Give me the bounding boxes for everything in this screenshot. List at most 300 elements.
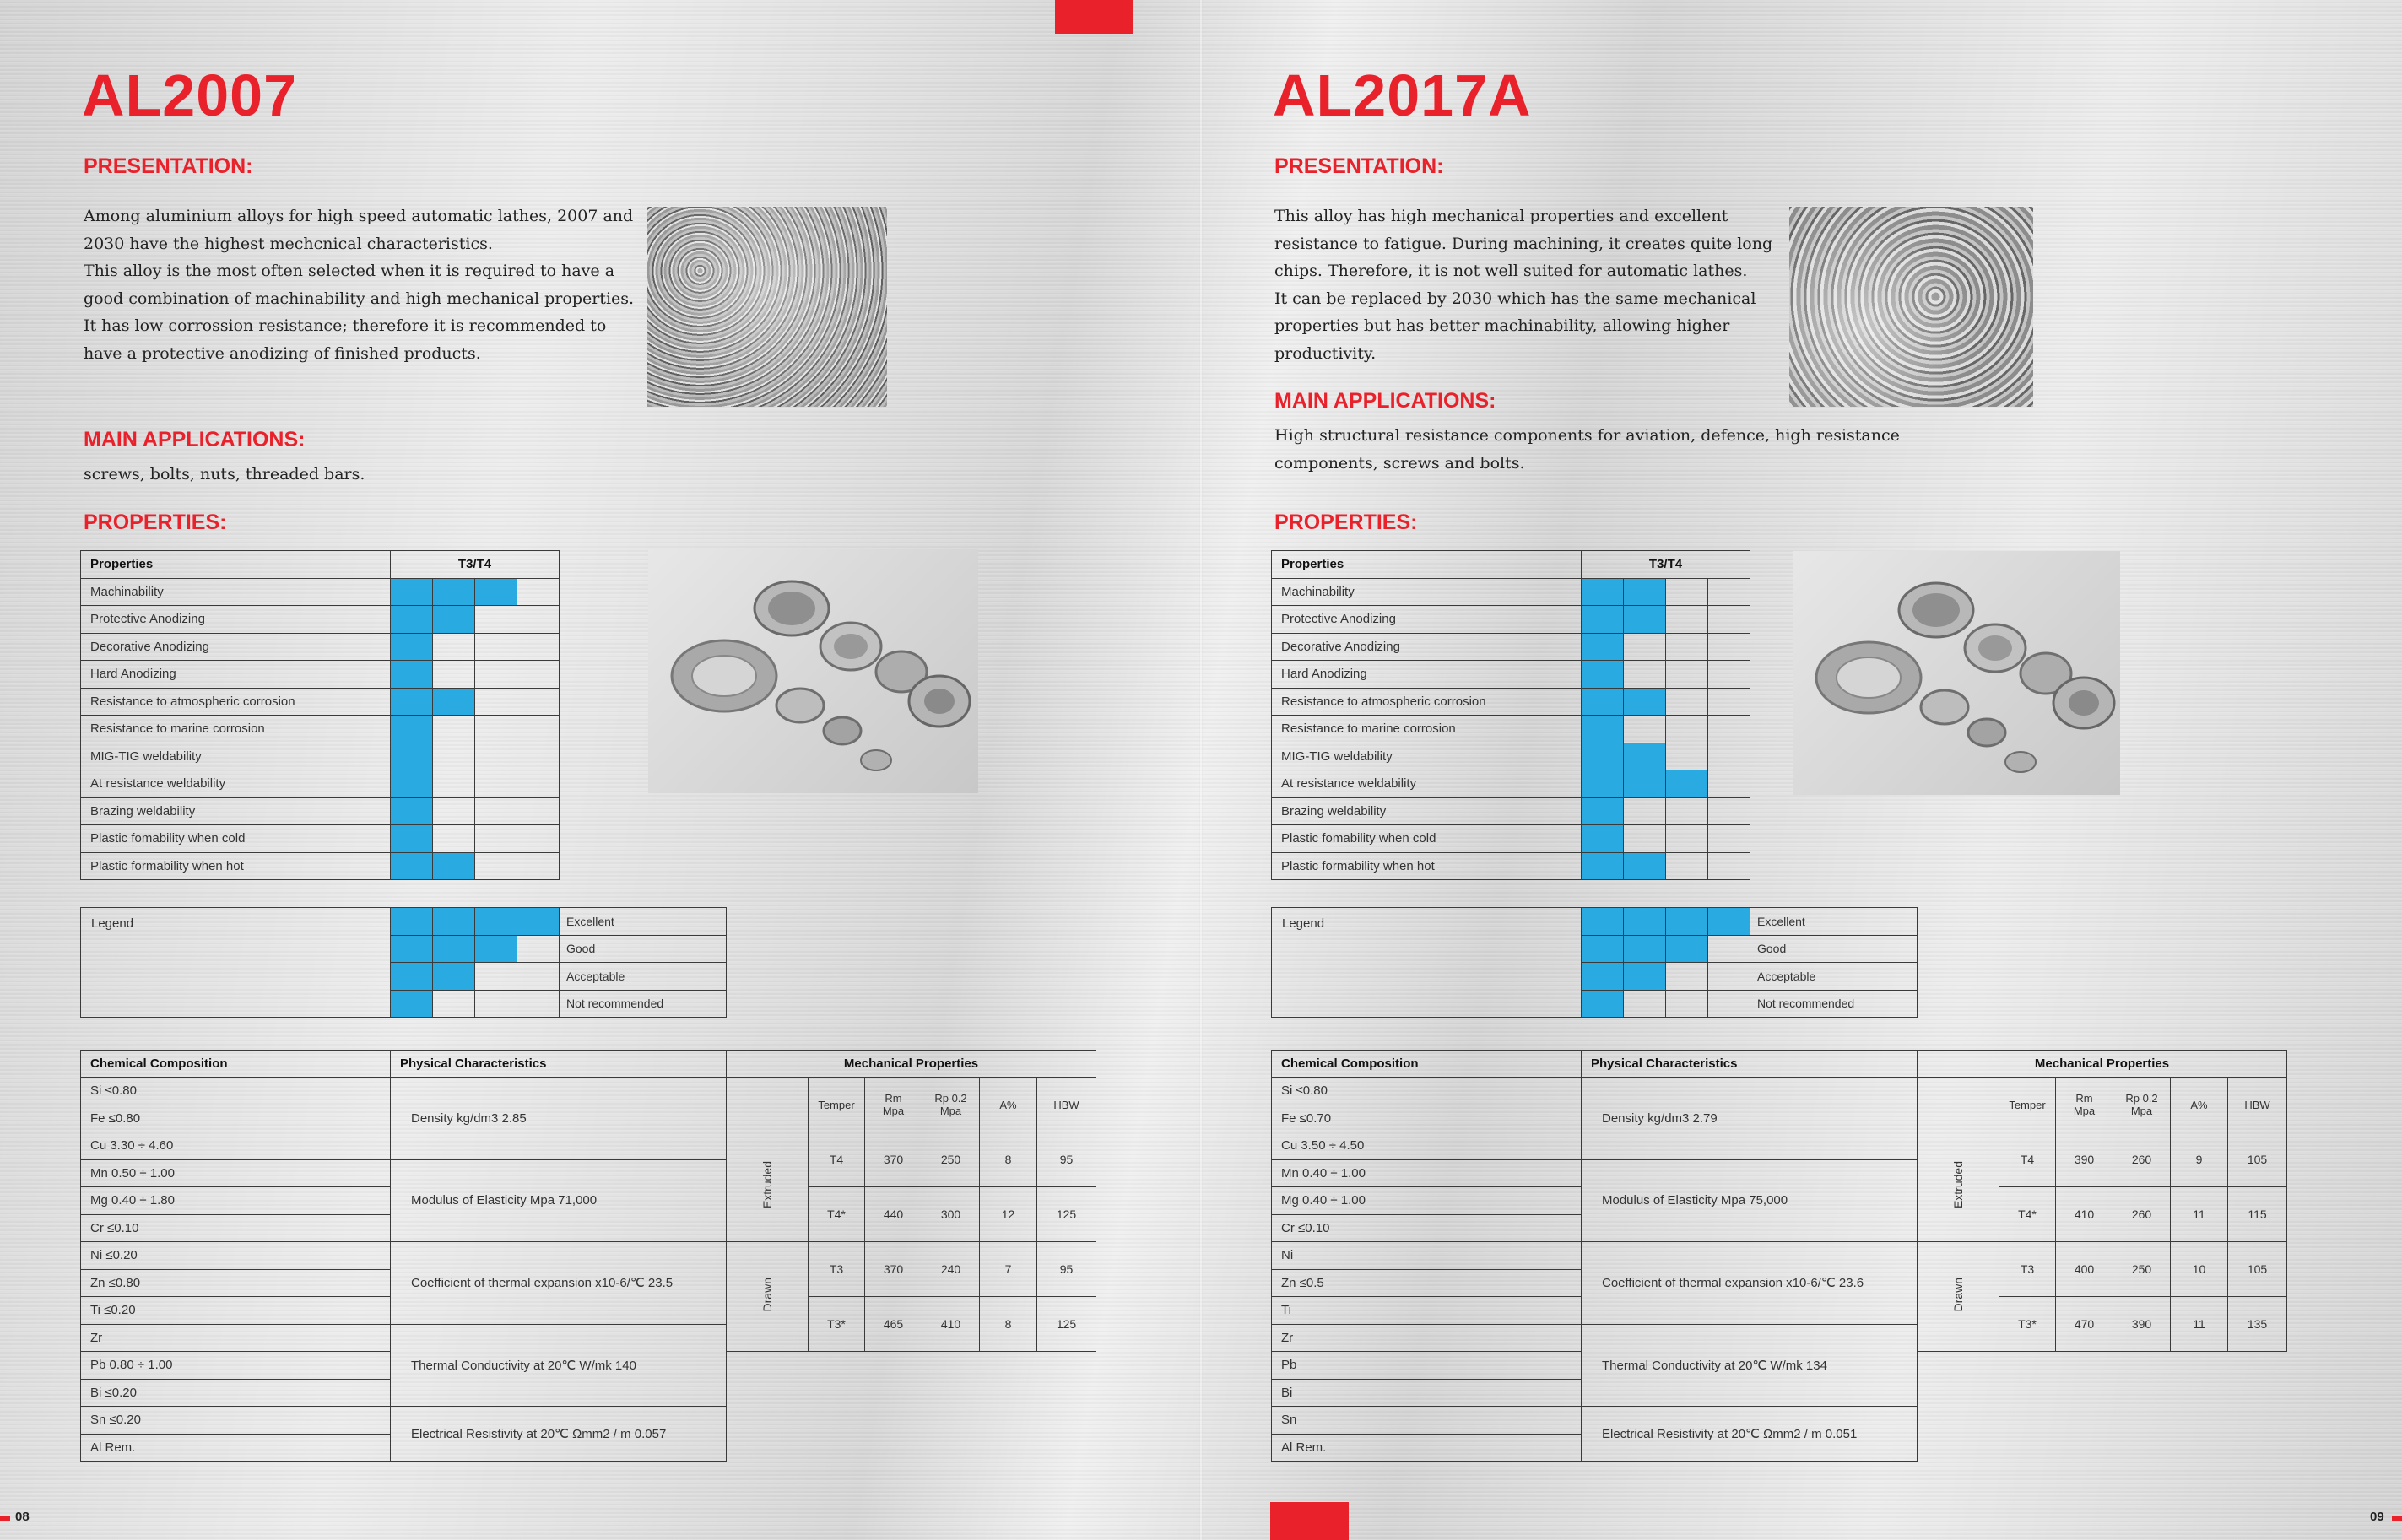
phys-cell: Density kg/dm3 2.85 bbox=[391, 1078, 727, 1160]
properties-table bbox=[80, 550, 560, 880]
legend-title: Legend bbox=[1272, 908, 1582, 1018]
presentation-heading: PRESENTATION: bbox=[84, 154, 253, 178]
red-mark-right bbox=[2392, 1516, 2402, 1521]
rating-cell-empty bbox=[433, 797, 475, 825]
applications-heading: MAIN APPLICATIONS: bbox=[1274, 389, 1496, 413]
mech-value-cell: 95 bbox=[1037, 1132, 1096, 1187]
rating-cell-empty bbox=[1708, 743, 1750, 770]
property-row bbox=[81, 661, 560, 689]
property-row bbox=[1272, 770, 1750, 798]
property-name: Decorative Anodizing bbox=[1272, 633, 1582, 661]
chem-cell: Zr bbox=[81, 1324, 391, 1352]
rating-cell-empty bbox=[517, 716, 560, 743]
property-row bbox=[81, 606, 560, 634]
rating-cell-empty bbox=[517, 797, 560, 825]
temper-cell: T4 bbox=[1999, 1132, 2056, 1187]
rating-cell-filled bbox=[1624, 578, 1666, 606]
group-extruded bbox=[727, 1132, 809, 1242]
properties-rows bbox=[1272, 578, 1750, 880]
applications-heading: MAIN APPLICATIONS: bbox=[84, 428, 306, 451]
legend-cell-filled bbox=[517, 908, 560, 936]
property-name: At resistance weldability bbox=[1272, 770, 1582, 798]
phys-cell: Density kg/dm3 2.79 bbox=[1582, 1078, 1918, 1160]
property-row bbox=[1272, 633, 1750, 661]
rating-cell-empty bbox=[433, 716, 475, 743]
rating-cell-filled bbox=[391, 661, 433, 689]
rating-cell-empty bbox=[1708, 716, 1750, 743]
legend-cell-filled bbox=[391, 908, 433, 936]
legend-cell-filled bbox=[475, 908, 517, 936]
group-label: Drawn bbox=[760, 1278, 774, 1312]
mech-value-cell: 135 bbox=[2228, 1297, 2287, 1352]
rating-cell-empty bbox=[1666, 606, 1708, 634]
temper-cell: T3* bbox=[809, 1297, 865, 1352]
legend-label: Not recommended bbox=[560, 990, 727, 1018]
legend-cell-empty bbox=[1666, 963, 1708, 991]
property-row bbox=[81, 770, 560, 798]
mech-col-header: Rp 0.2 Mpa bbox=[2113, 1078, 2171, 1132]
legend-label: Not recommended bbox=[1750, 990, 1918, 1018]
mech-header: Mechanical Properties bbox=[1918, 1051, 2287, 1078]
mech-value-cell: 250 bbox=[922, 1132, 980, 1187]
property-name: MIG-TIG weldability bbox=[1272, 743, 1582, 770]
chem-cell: Mg 0.40 ÷ 1.00 bbox=[1272, 1187, 1582, 1215]
chem-cell: Cu 3.50 ÷ 4.50 bbox=[1272, 1132, 1582, 1160]
rating-cell-filled bbox=[1582, 661, 1624, 689]
rating-cell-empty bbox=[1708, 852, 1750, 880]
rating-cell-empty bbox=[433, 743, 475, 770]
mech-value-cell: 370 bbox=[865, 1242, 922, 1297]
rating-cell-empty bbox=[1624, 825, 1666, 853]
legend-cell-empty bbox=[1624, 990, 1666, 1018]
chem-cell: Mn 0.40 ÷ 1.00 bbox=[1272, 1159, 1582, 1187]
mech-col-header: Rm Mpa bbox=[865, 1078, 922, 1132]
property-name: Decorative Anodizing bbox=[81, 633, 391, 661]
chem-cell: Cr ≤0.10 bbox=[81, 1214, 391, 1242]
properties-heading: PROPERTIES: bbox=[1274, 511, 1418, 534]
rating-cell-filled bbox=[1582, 688, 1624, 716]
page-number-left: 08 bbox=[15, 1510, 30, 1524]
mech-col-header: Rm Mpa bbox=[2056, 1078, 2113, 1132]
property-name: Plastic formability when hot bbox=[81, 852, 391, 880]
temper-cell: T4 bbox=[809, 1132, 865, 1187]
rating-cell-empty bbox=[1666, 852, 1708, 880]
mech-value-cell: 465 bbox=[865, 1297, 922, 1352]
mech-value-cell: 250 bbox=[2113, 1242, 2171, 1297]
rating-cell-empty bbox=[1666, 797, 1708, 825]
rating-cell-filled bbox=[1624, 606, 1666, 634]
chem-cell: Pb bbox=[1272, 1352, 1582, 1380]
rating-cell-empty bbox=[517, 633, 560, 661]
chem-cell: Si ≤0.80 bbox=[81, 1078, 391, 1105]
chem-cell: Fe ≤0.70 bbox=[1272, 1105, 1582, 1132]
rating-cell-filled bbox=[1582, 852, 1624, 880]
mech-value-cell: 240 bbox=[922, 1242, 980, 1297]
mech-value-cell: 370 bbox=[865, 1132, 922, 1187]
rating-cell-filled bbox=[1582, 716, 1624, 743]
mech-value-cell: 300 bbox=[922, 1187, 980, 1242]
legend-cell-empty bbox=[475, 963, 517, 991]
fittings-photo bbox=[1793, 551, 2120, 795]
phys-cell: Coefficient of thermal expansion x10-6/℃ 23.6 bbox=[1582, 1242, 1918, 1325]
page-fold bbox=[1199, 0, 1203, 1540]
property-name: Machinability bbox=[1272, 578, 1582, 606]
legend-cell-filled bbox=[391, 963, 433, 991]
property-row bbox=[81, 633, 560, 661]
aluminium-chips-photo bbox=[647, 207, 887, 407]
mech-value-cell: 8 bbox=[980, 1132, 1037, 1187]
property-row bbox=[81, 743, 560, 770]
mech-value-cell: 470 bbox=[2056, 1297, 2113, 1352]
legend-cell-empty bbox=[1666, 990, 1708, 1018]
rating-cell-empty bbox=[1666, 578, 1708, 606]
group-drawn bbox=[727, 1242, 809, 1352]
rating-cell-empty bbox=[475, 688, 517, 716]
rating-cell-filled bbox=[391, 716, 433, 743]
composition-row bbox=[1272, 1078, 2287, 1105]
rating-cell-filled bbox=[391, 825, 433, 853]
property-name: Hard Anodizing bbox=[81, 661, 391, 689]
group-drawn bbox=[1918, 1242, 1999, 1352]
mech-value-cell: 11 bbox=[2171, 1297, 2228, 1352]
mech-value-cell: 10 bbox=[2171, 1242, 2228, 1297]
property-row bbox=[1272, 825, 1750, 853]
temper-cell: T3 bbox=[809, 1242, 865, 1297]
legend-cell-filled bbox=[1666, 908, 1708, 936]
rating-cell-filled bbox=[1582, 743, 1624, 770]
rating-cell-filled bbox=[1666, 770, 1708, 798]
mech-value-cell: 410 bbox=[2056, 1187, 2113, 1242]
legend-cell-filled bbox=[1582, 990, 1624, 1018]
rating-cell-empty bbox=[1708, 825, 1750, 853]
legend-cell-empty bbox=[517, 963, 560, 991]
rating-cell-empty bbox=[475, 770, 517, 798]
legend-row bbox=[81, 908, 727, 936]
rating-cell-empty bbox=[517, 661, 560, 689]
mech-blank-area bbox=[727, 1352, 1096, 1462]
mech-value-cell: 7 bbox=[980, 1242, 1037, 1297]
rating-cell-filled bbox=[433, 606, 475, 634]
mech-value-cell: 11 bbox=[2171, 1187, 2228, 1242]
rating-cell-empty bbox=[1666, 661, 1708, 689]
properties-rows bbox=[81, 578, 560, 880]
rating-cell-empty bbox=[475, 743, 517, 770]
rating-cell-empty bbox=[1666, 716, 1708, 743]
legend-table bbox=[1271, 907, 1918, 1018]
composition-row bbox=[1272, 1051, 2287, 1078]
rating-cell-empty bbox=[433, 633, 475, 661]
rating-cell-filled bbox=[1582, 633, 1624, 661]
chem-header: Chemical Composition bbox=[81, 1051, 391, 1078]
group-extruded bbox=[1918, 1132, 1999, 1242]
phys-cell: Coefficient of thermal expansion x10-6/℃ 23.5 bbox=[391, 1242, 727, 1325]
chem-cell: Zn ≤0.80 bbox=[81, 1269, 391, 1297]
presentation-heading: PRESENTATION: bbox=[1274, 154, 1444, 178]
property-name: Plastic formability when hot bbox=[1272, 852, 1582, 880]
property-name: Machinability bbox=[81, 578, 391, 606]
mech-value-cell: 260 bbox=[2113, 1132, 2171, 1187]
mech-spacer-cell bbox=[1918, 1078, 1999, 1132]
mech-value-cell: 390 bbox=[2113, 1297, 2171, 1352]
mech-col-header: Rp 0.2 Mpa bbox=[922, 1078, 980, 1132]
temper-cell: T3* bbox=[1999, 1297, 2056, 1352]
rating-cell-filled bbox=[391, 743, 433, 770]
mech-blank-area bbox=[1918, 1352, 2287, 1462]
rating-cell-filled bbox=[391, 852, 433, 880]
mech-value-cell: 9 bbox=[2171, 1132, 2228, 1187]
presentation-text: Among aluminium alloys for high speed automatic lathes, 2007 and 2030 have the highest mechcnical characteristics. This alloy is the most often selected when it is required to have a good combination of machinability and high mechanical properties. It has low corrossion resistance; therefore it is recommended to have a protective anodizing of finished products. bbox=[84, 207, 635, 363]
property-row bbox=[1272, 606, 1750, 634]
legend-cell-filled bbox=[433, 935, 475, 963]
legend-cell-empty bbox=[433, 990, 475, 1018]
rating-cell-empty bbox=[475, 797, 517, 825]
group-label: Drawn bbox=[1951, 1278, 1965, 1312]
rating-cell-empty bbox=[517, 688, 560, 716]
mech-value-cell: 390 bbox=[2056, 1132, 2113, 1187]
composition-row bbox=[81, 1242, 1096, 1270]
rating-cell-filled bbox=[391, 633, 433, 661]
mech-col-header: A% bbox=[2171, 1078, 2228, 1132]
chem-cell: Sn bbox=[1272, 1407, 1582, 1435]
phys-cell: Electrical Resistivity at 20℃ Ωmm2 / m 0.051 bbox=[1582, 1407, 1918, 1462]
legend-table bbox=[80, 907, 727, 1018]
property-row bbox=[1272, 578, 1750, 606]
mech-value-cell: 8 bbox=[980, 1297, 1037, 1352]
mech-spacer-cell bbox=[727, 1078, 809, 1132]
phys-cell: Modulus of Elasticity Mpa 75,000 bbox=[1582, 1159, 1918, 1242]
legend-label: Excellent bbox=[560, 908, 727, 936]
chem-cell: Cr ≤0.10 bbox=[1272, 1214, 1582, 1242]
props-col-label: Properties bbox=[81, 551, 391, 579]
legend-cell-filled bbox=[433, 908, 475, 936]
temper-cell: T4* bbox=[809, 1187, 865, 1242]
legend-cell-filled bbox=[1582, 963, 1624, 991]
rating-cell-empty bbox=[1666, 633, 1708, 661]
legend-title: Legend bbox=[81, 908, 391, 1018]
legend-cell-filled bbox=[1666, 935, 1708, 963]
rating-cell-filled bbox=[1624, 688, 1666, 716]
rating-cell-filled bbox=[1624, 743, 1666, 770]
rating-cell-empty bbox=[1708, 770, 1750, 798]
mech-header: Mechanical Properties bbox=[727, 1051, 1096, 1078]
rating-cell-empty bbox=[1666, 743, 1708, 770]
rating-cell-empty bbox=[1624, 633, 1666, 661]
composition-table bbox=[80, 1050, 1096, 1462]
legend-label: Excellent bbox=[1750, 908, 1918, 936]
phys-cell: Thermal Conductivity at 20℃ W/mk 140 bbox=[391, 1324, 727, 1407]
rating-cell-empty bbox=[1708, 797, 1750, 825]
property-row bbox=[81, 825, 560, 853]
properties-heading: PROPERTIES: bbox=[84, 511, 227, 534]
rating-cell-empty bbox=[1624, 661, 1666, 689]
rating-cell-empty bbox=[1624, 716, 1666, 743]
rating-cell-empty bbox=[517, 852, 560, 880]
fittings-illustration bbox=[648, 549, 978, 793]
chem-cell: Al Rem. bbox=[1272, 1434, 1582, 1462]
rating-cell-empty bbox=[475, 661, 517, 689]
property-name: Resistance to atmospheric corrosion bbox=[1272, 688, 1582, 716]
property-row bbox=[81, 716, 560, 743]
chem-cell: Zr bbox=[1272, 1324, 1582, 1352]
phys-header: Physical Characteristics bbox=[391, 1051, 727, 1078]
legend-label: Acceptable bbox=[560, 963, 727, 991]
legend-cell-filled bbox=[1624, 908, 1666, 936]
legend-cell-empty bbox=[1708, 990, 1750, 1018]
property-name: Protective Anodizing bbox=[1272, 606, 1582, 634]
chem-cell: Si ≤0.80 bbox=[1272, 1078, 1582, 1105]
legend-cell-empty bbox=[1708, 963, 1750, 991]
mech-col-header: Temper bbox=[1999, 1078, 2056, 1132]
chem-cell: Ti bbox=[1272, 1297, 1582, 1325]
page-title: AL2007 bbox=[82, 62, 298, 128]
rating-cell-filled bbox=[391, 770, 433, 798]
mech-value-cell: 440 bbox=[865, 1187, 922, 1242]
mech-value-cell: 105 bbox=[2228, 1132, 2287, 1187]
composition-row bbox=[81, 1051, 1096, 1078]
legend-cell-filled bbox=[1624, 935, 1666, 963]
rating-cell-filled bbox=[1582, 606, 1624, 634]
rating-cell-filled bbox=[1582, 578, 1624, 606]
rating-cell-filled bbox=[433, 578, 475, 606]
legend-label: Good bbox=[1750, 935, 1918, 963]
fittings-photo bbox=[648, 549, 978, 793]
legend-cell-filled bbox=[391, 935, 433, 963]
chem-cell: Zn ≤0.5 bbox=[1272, 1269, 1582, 1297]
rating-cell-filled bbox=[433, 852, 475, 880]
chem-cell: Ti ≤0.20 bbox=[81, 1297, 391, 1325]
properties-table bbox=[1271, 550, 1750, 880]
chem-cell: Al Rem. bbox=[81, 1434, 391, 1462]
props-col-label: Properties bbox=[1272, 551, 1582, 579]
rating-cell-empty bbox=[1624, 797, 1666, 825]
rating-cell-empty bbox=[1708, 633, 1750, 661]
chem-cell: Mg 0.40 ÷ 1.80 bbox=[81, 1187, 391, 1215]
property-name: MIG-TIG weldability bbox=[81, 743, 391, 770]
property-name: Resistance to atmospheric corrosion bbox=[81, 688, 391, 716]
rating-cell-filled bbox=[391, 606, 433, 634]
property-row bbox=[81, 797, 560, 825]
rating-cell-empty bbox=[517, 606, 560, 634]
mech-value-cell: 410 bbox=[922, 1297, 980, 1352]
chem-cell: Ni bbox=[1272, 1242, 1582, 1270]
rating-cell-empty bbox=[475, 633, 517, 661]
mech-col-header: HBW bbox=[2228, 1078, 2287, 1132]
rating-cell-filled bbox=[1582, 797, 1624, 825]
phys-header: Physical Characteristics bbox=[1582, 1051, 1918, 1078]
applications-text: High structural resistance components for aviation, defence, high resistance components, screws and bolts. bbox=[1274, 426, 1900, 473]
property-row bbox=[1272, 743, 1750, 770]
rating-cell-empty bbox=[433, 661, 475, 689]
temper-cell: T3 bbox=[1999, 1242, 2056, 1297]
mech-value-cell: 115 bbox=[2228, 1187, 2287, 1242]
rating-cell-empty bbox=[1666, 825, 1708, 853]
legend-cell-empty bbox=[517, 990, 560, 1018]
mech-value-cell: 400 bbox=[2056, 1242, 2113, 1297]
property-name: Resistance to marine corrosion bbox=[81, 716, 391, 743]
property-name: Plastic fomability when cold bbox=[1272, 825, 1582, 853]
rating-cell-filled bbox=[391, 688, 433, 716]
chem-cell: Sn ≤0.20 bbox=[81, 1407, 391, 1435]
page-title: AL2017A bbox=[1273, 62, 1532, 128]
rating-cell-empty bbox=[433, 825, 475, 853]
property-name: At resistance weldability bbox=[81, 770, 391, 798]
property-row bbox=[1272, 852, 1750, 880]
props-col-temper: T3/T4 bbox=[391, 551, 560, 579]
rating-cell-empty bbox=[1708, 578, 1750, 606]
mech-value-cell: 12 bbox=[980, 1187, 1037, 1242]
chem-header: Chemical Composition bbox=[1272, 1051, 1582, 1078]
legend-cell-empty bbox=[517, 935, 560, 963]
property-row bbox=[1272, 688, 1750, 716]
rating-cell-filled bbox=[1624, 770, 1666, 798]
legend-cell-filled bbox=[391, 990, 433, 1018]
phys-cell: Modulus of Elasticity Mpa 71,000 bbox=[391, 1159, 727, 1242]
property-name: Brazing weldability bbox=[81, 797, 391, 825]
rating-cell-empty bbox=[1666, 688, 1708, 716]
property-name: Hard Anodizing bbox=[1272, 661, 1582, 689]
rating-cell-filled bbox=[391, 797, 433, 825]
legend-cell-filled bbox=[1708, 908, 1750, 936]
rating-cell-empty bbox=[1708, 606, 1750, 634]
chem-cell: Fe ≤0.80 bbox=[81, 1105, 391, 1132]
rating-cell-empty bbox=[475, 716, 517, 743]
chem-cell: Cu 3.30 ÷ 4.60 bbox=[81, 1132, 391, 1160]
rating-cell-filled bbox=[1582, 770, 1624, 798]
temper-cell: T4* bbox=[1999, 1187, 2056, 1242]
property-name: Resistance to marine corrosion bbox=[1272, 716, 1582, 743]
property-row bbox=[1272, 797, 1750, 825]
composition-table bbox=[1271, 1050, 2287, 1462]
rating-cell-filled bbox=[1582, 825, 1624, 853]
mech-col-header: HBW bbox=[1037, 1078, 1096, 1132]
rating-cell-filled bbox=[391, 578, 433, 606]
legend-cell-filled bbox=[1624, 963, 1666, 991]
rating-cell-empty bbox=[517, 770, 560, 798]
rating-cell-empty bbox=[517, 578, 560, 606]
composition-row bbox=[1272, 1242, 2287, 1270]
legend-cell-empty bbox=[1708, 935, 1750, 963]
property-row bbox=[81, 852, 560, 880]
phys-cell: Electrical Resistivity at 20℃ Ωmm2 / m 0.057 bbox=[391, 1407, 727, 1462]
group-label: Extruded bbox=[760, 1161, 774, 1209]
group-label: Extruded bbox=[1951, 1161, 1965, 1209]
fittings-illustration bbox=[1793, 551, 2120, 795]
rating-cell-empty bbox=[475, 606, 517, 634]
property-row bbox=[81, 578, 560, 606]
page-number-right: 09 bbox=[2370, 1510, 2384, 1524]
rating-cell-filled bbox=[1624, 852, 1666, 880]
legend-cell-empty bbox=[475, 990, 517, 1018]
mech-value-cell: 105 bbox=[2228, 1242, 2287, 1297]
legend-cell-filled bbox=[475, 935, 517, 963]
presentation-text: This alloy has high mechanical properties and excellent resistance to fatigue. During machining, it creates quite long chips. Therefore, it is not well suited for automatic lathes. It can be replaced by 2030 which has the same mechanical properties but has better machinability, allowing higher productivity. bbox=[1274, 207, 1773, 363]
legend-label: Acceptable bbox=[1750, 963, 1918, 991]
chem-cell: Bi bbox=[1272, 1379, 1582, 1407]
property-row bbox=[1272, 716, 1750, 743]
mech-value-cell: 125 bbox=[1037, 1297, 1096, 1352]
rating-cell-empty bbox=[1708, 688, 1750, 716]
chem-cell: Mn 0.50 ÷ 1.00 bbox=[81, 1159, 391, 1187]
mech-col-header: Temper bbox=[809, 1078, 865, 1132]
chem-cell: Bi ≤0.20 bbox=[81, 1379, 391, 1407]
rating-cell-empty bbox=[517, 743, 560, 770]
mech-value-cell: 95 bbox=[1037, 1242, 1096, 1297]
aluminium-chips-photo bbox=[1789, 207, 2033, 407]
rating-cell-filled bbox=[433, 688, 475, 716]
mech-col-header: A% bbox=[980, 1078, 1037, 1132]
mech-value-cell: 125 bbox=[1037, 1187, 1096, 1242]
chem-cell: Ni ≤0.20 bbox=[81, 1242, 391, 1270]
